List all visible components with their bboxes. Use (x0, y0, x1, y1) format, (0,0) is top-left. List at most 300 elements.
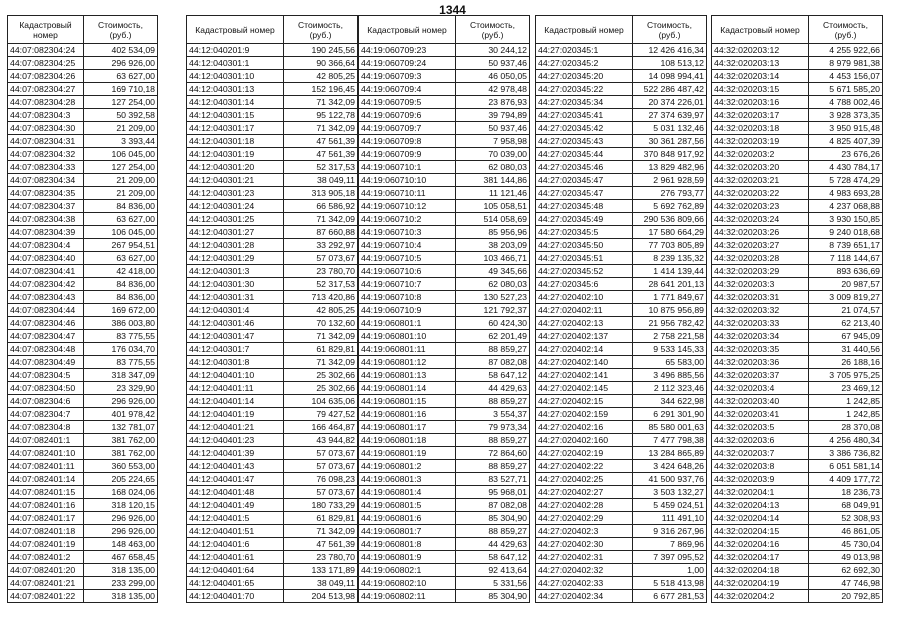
cadastral-number-cell: 44:27:020345:2 (536, 57, 633, 70)
cadastral-number-cell: 44:27:020402:22 (536, 460, 633, 473)
cost-cell: 6 291 301,90 (633, 408, 707, 421)
cost-cell: 20 792,85 (809, 590, 883, 603)
cost-cell: 4 983 693,28 (809, 187, 883, 200)
cadastral-number-cell: 44:12:040401:11 (187, 382, 284, 395)
cadastral-number-cell: 44:32:020203:20 (712, 161, 809, 174)
cost-cell: 45 730,04 (809, 538, 883, 551)
cost-cell: 169 672,00 (84, 304, 158, 317)
table-row (712, 512, 883, 525)
header-cadastral-number: Кадастровый номер (8, 16, 84, 44)
table-row (187, 538, 358, 551)
cost-cell: 176 034,70 (84, 343, 158, 356)
cost-cell: 71 342,09 (284, 122, 358, 135)
cost-cell: 71 342,09 (284, 525, 358, 538)
cost-cell: 514 058,69 (456, 213, 530, 226)
cadastral-number-cell: 44:32:020203:14 (712, 70, 809, 83)
cost-cell: 3 386 736,82 (809, 447, 883, 460)
cadastral-number-cell: 44:27:020402:19 (536, 447, 633, 460)
cost-cell: 88 859,27 (456, 343, 530, 356)
cadastral-number-cell: 44:32:020203:22 (712, 187, 809, 200)
cadastral-number-cell: 44:32:020203:3 (712, 278, 809, 291)
cost-cell: 3 705 975,25 (809, 369, 883, 382)
cost-cell: 46 861,05 (809, 525, 883, 538)
cadastral-number-cell: 44:32:020203:4 (712, 382, 809, 395)
cost-cell: 290 536 809,66 (633, 213, 707, 226)
cost-cell: 276 793,77 (633, 187, 707, 200)
cost-cell: 17 580 664,29 (633, 226, 707, 239)
cadastral-number-cell: 44:12:040301:24 (187, 200, 284, 213)
table-row (8, 96, 158, 109)
cost-cell: 47 561,39 (284, 135, 358, 148)
table-row (712, 447, 883, 460)
cadastral-number-cell: 44:07:082401:10 (8, 447, 84, 460)
cadastral-number-cell: 44:07:082401:17 (8, 512, 84, 525)
cadastral-number-cell: 44:12:040401:61 (187, 551, 284, 564)
table-row (712, 109, 883, 122)
table-row (712, 577, 883, 590)
cost-cell: 130 527,23 (456, 291, 530, 304)
cost-cell: 62 201,49 (456, 330, 530, 343)
cost-cell: 5 331,56 (456, 577, 530, 590)
table-row (187, 356, 358, 369)
cost-cell: 318 135,00 (84, 590, 158, 603)
cadastral-number-cell: 44:19:060801:18 (359, 434, 456, 447)
cost-cell: 3 928 373,35 (809, 109, 883, 122)
table-row (8, 239, 158, 252)
cadastral-number-cell: 44:07:082304:31 (8, 135, 84, 148)
cadastral-number-cell: 44:32:020203:21 (712, 174, 809, 187)
table-row (8, 356, 158, 369)
cadastral-number-cell: 44:07:082401:20 (8, 564, 84, 577)
cadastral-number-cell: 44:07:082401:16 (8, 499, 84, 512)
table-row (712, 213, 883, 226)
table-row (536, 265, 707, 278)
table-row (8, 213, 158, 226)
cadastral-number-cell: 44:19:060710:2 (359, 213, 456, 226)
table-row (536, 83, 707, 96)
cadastral-number-cell: 44:27:020402:25 (536, 473, 633, 486)
cadastral-number-cell: 44:27:020345:41 (536, 109, 633, 122)
cost-cell: 63 627,00 (84, 252, 158, 265)
table-row (536, 109, 707, 122)
cadastral-number-cell: 44:07:082304:25 (8, 57, 84, 70)
cost-cell: 318 135,00 (84, 564, 158, 577)
cadastral-number-cell: 44:27:020345:1 (536, 44, 633, 57)
table-row (8, 421, 158, 434)
cadastral-number-cell: 44:19:060801:8 (359, 538, 456, 551)
cadastral-number-cell: 44:19:060709:4 (359, 83, 456, 96)
cost-cell: 103 466,71 (456, 252, 530, 265)
cadastral-number-cell: 44:12:040301:23 (187, 187, 284, 200)
cost-cell: 169 710,18 (84, 83, 158, 96)
cost-cell: 401 978,42 (84, 408, 158, 421)
cadastral-number-cell: 44:07:082304:6 (8, 395, 84, 408)
table-row (187, 57, 358, 70)
cost-cell: 344 622,98 (633, 395, 707, 408)
cadastral-number-cell: 44:19:060709:8 (359, 135, 456, 148)
table-row (359, 434, 530, 447)
table-row (712, 278, 883, 291)
cadastral-number-cell: 44:27:020345:6 (536, 278, 633, 291)
cost-cell: 168 024,06 (84, 486, 158, 499)
cost-cell: 106 045,00 (84, 148, 158, 161)
cost-cell: 5 728 474,29 (809, 174, 883, 187)
cadastral-number-cell: 44:19:060710:11 (359, 187, 456, 200)
table-row (359, 174, 530, 187)
cadastral-number-cell: 44:32:020203:15 (712, 83, 809, 96)
cost-cell: 106 045,00 (84, 226, 158, 239)
cost-cell: 21 074,57 (809, 304, 883, 317)
table-row (359, 317, 530, 330)
table-row (187, 148, 358, 161)
table-row (187, 70, 358, 83)
cost-cell: 66 586,92 (284, 200, 358, 213)
table-row (712, 122, 883, 135)
table-row (536, 317, 707, 330)
cost-cell: 3 503 132,27 (633, 486, 707, 499)
table-row (359, 135, 530, 148)
cadastral-number-cell: 44:32:020203:32 (712, 304, 809, 317)
table-row (187, 343, 358, 356)
table-row (536, 148, 707, 161)
cost-cell: 28 370,08 (809, 421, 883, 434)
table-row (187, 109, 358, 122)
cost-cell: 4 255 922,66 (809, 44, 883, 57)
cadastral-number-cell: 44:19:060709:23 (359, 44, 456, 57)
cost-cell: 85 304,90 (456, 512, 530, 525)
cost-cell: 57 073,67 (284, 486, 358, 499)
cost-cell: 5 031 132,46 (633, 122, 707, 135)
header-cost: Стоимость, (руб.) (284, 16, 358, 44)
cost-cell: 50 937,46 (456, 122, 530, 135)
cost-cell: 18 236,73 (809, 486, 883, 499)
cadastral-number-cell: 44:12:040301:3 (187, 265, 284, 278)
table-row (712, 44, 883, 57)
cost-cell: 11 121,46 (456, 187, 530, 200)
cost-cell: 127 254,00 (84, 96, 158, 109)
cost-cell: 23 469,12 (809, 382, 883, 395)
table-row (712, 83, 883, 96)
cadastral-number-cell: 44:19:060801:5 (359, 499, 456, 512)
table-row (8, 278, 158, 291)
cadastral-number-cell: 44:07:082304:35 (8, 187, 84, 200)
cadastral-number-cell: 44:07:082401:14 (8, 473, 84, 486)
cadastral-number-cell: 44:32:020203:33 (712, 317, 809, 330)
cadastral-number-cell: 44:12:040401:51 (187, 525, 284, 538)
cadastral-number-cell: 44:12:040301:7 (187, 343, 284, 356)
table-row (712, 343, 883, 356)
cadastral-number-cell: 44:07:082401:15 (8, 486, 84, 499)
table-row (359, 213, 530, 226)
table-row (712, 330, 883, 343)
cost-cell: 52 308,93 (809, 512, 883, 525)
cost-cell: 25 302,66 (284, 369, 358, 382)
cadastral-number-cell: 44:27:020402:141 (536, 369, 633, 382)
cadastral-number-cell: 44:27:020345:20 (536, 70, 633, 83)
table-row (359, 226, 530, 239)
cadastral-number-cell: 44:32:020203:16 (712, 96, 809, 109)
cost-cell: 71 342,09 (284, 356, 358, 369)
page-number: 1344 (439, 3, 466, 17)
table-row (536, 239, 707, 252)
cost-cell: 52 317,53 (284, 161, 358, 174)
cadastral-number-cell: 44:27:020345:42 (536, 122, 633, 135)
table-row (187, 135, 358, 148)
cost-cell: 38 203,09 (456, 239, 530, 252)
cost-cell: 79 427,52 (284, 408, 358, 421)
cost-cell: 1 414 139,44 (633, 265, 707, 278)
table-row (359, 44, 530, 57)
cost-cell: 104 635,06 (284, 395, 358, 408)
cost-cell: 71 342,09 (284, 96, 358, 109)
table-row (359, 473, 530, 486)
cadastral-number-cell: 44:12:040301:15 (187, 109, 284, 122)
table-row (359, 369, 530, 382)
cadastral-number-cell: 44:12:040301:19 (187, 148, 284, 161)
header-cost: Стоимость, (руб.) (633, 16, 707, 44)
cadastral-number-cell: 44:12:040401:49 (187, 499, 284, 512)
table-row (8, 291, 158, 304)
cost-cell: 57 073,67 (284, 447, 358, 460)
cadastral-number-cell: 44:32:020203:18 (712, 122, 809, 135)
cadastral-number-cell: 44:27:020345:46 (536, 161, 633, 174)
cost-cell: 8 979 981,38 (809, 57, 883, 70)
cost-cell: 70 132,60 (284, 317, 358, 330)
cadastral-number-cell: 44:12:040301:31 (187, 291, 284, 304)
table-row (359, 538, 530, 551)
table-row (187, 564, 358, 577)
cadastral-number-cell: 44:19:060710:6 (359, 265, 456, 278)
cadastral-number-cell: 44:19:060710:4 (359, 239, 456, 252)
cadastral-number-cell: 44:07:082304:4 (8, 239, 84, 252)
cost-cell: 108 513,12 (633, 57, 707, 70)
table-row (187, 408, 358, 421)
cost-cell: 893 636,69 (809, 265, 883, 278)
cost-cell: 133 171,89 (284, 564, 358, 577)
cadastral-number-cell: 44:27:020345:52 (536, 265, 633, 278)
cadastral-number-cell: 44:27:020402:29 (536, 512, 633, 525)
table-row (536, 135, 707, 148)
table-row (712, 317, 883, 330)
table-row (8, 538, 158, 551)
cost-cell: 105 058,51 (456, 200, 530, 213)
table-row (187, 96, 358, 109)
cost-cell: 4 256 480,34 (809, 434, 883, 447)
cost-cell: 84 836,00 (84, 200, 158, 213)
table-row (359, 265, 530, 278)
table-row (187, 213, 358, 226)
cost-cell: 5 459 024,51 (633, 499, 707, 512)
cadastral-number-cell: 44:12:040301:46 (187, 317, 284, 330)
cadastral-number-cell: 44:12:040401:6 (187, 538, 284, 551)
table-row (712, 499, 883, 512)
cadastral-number-cell: 44:32:020204:2 (712, 590, 809, 603)
cost-cell: 467 658,45 (84, 551, 158, 564)
table-row (8, 83, 158, 96)
cost-cell: 23 676,26 (809, 148, 883, 161)
cadastral-number-cell: 44:07:082304:28 (8, 96, 84, 109)
table-row (536, 174, 707, 187)
cost-cell: 21 209,00 (84, 122, 158, 135)
cadastral-number-cell: 44:27:020402:32 (536, 564, 633, 577)
cost-cell: 1 771 849,67 (633, 291, 707, 304)
table-row (712, 226, 883, 239)
cost-cell: 42 805,25 (284, 70, 358, 83)
table-row (536, 291, 707, 304)
cost-cell: 61 829,81 (284, 512, 358, 525)
table-row (187, 395, 358, 408)
cost-cell: 42 418,00 (84, 265, 158, 278)
cost-cell: 62 213,40 (809, 317, 883, 330)
table-row (536, 70, 707, 83)
cadastral-number-cell: 44:27:020345:43 (536, 135, 633, 148)
cadastral-number-cell: 44:07:082304:46 (8, 317, 84, 330)
table-row (712, 369, 883, 382)
table-row (536, 538, 707, 551)
cost-cell: 4 788 002,46 (809, 96, 883, 109)
table-row (536, 447, 707, 460)
cadastral-number-cell: 44:07:082304:34 (8, 174, 84, 187)
cadastral-number-cell: 44:27:020345:47 (536, 187, 633, 200)
cost-cell: 3 930 150,85 (809, 213, 883, 226)
cadastral-number-cell: 44:12:040401:48 (187, 486, 284, 499)
table-row (187, 187, 358, 200)
cost-cell: 27 374 639,97 (633, 109, 707, 122)
cost-cell: 233 299,00 (84, 577, 158, 590)
table-row (536, 96, 707, 109)
cadastral-number-cell: 44:19:060801:2 (359, 460, 456, 473)
cost-cell: 30 244,12 (456, 44, 530, 57)
table-row (536, 187, 707, 200)
cadastral-number-cell: 44:19:060709:24 (359, 57, 456, 70)
cost-cell: 77 703 805,89 (633, 239, 707, 252)
table-row (536, 252, 707, 265)
cost-cell: 6 051 581,14 (809, 460, 883, 473)
cadastral-number-cell: 44:19:060801:11 (359, 343, 456, 356)
cost-cell: 204 513,98 (284, 590, 358, 603)
cost-cell: 7 118 144,67 (809, 252, 883, 265)
table-row (359, 590, 530, 603)
table-row (187, 590, 358, 603)
cost-cell: 21 209,00 (84, 174, 158, 187)
cadastral-number-cell: 44:12:040301:20 (187, 161, 284, 174)
cadastral-number-cell: 44:12:040401:10 (187, 369, 284, 382)
cost-cell: 121 792,37 (456, 304, 530, 317)
table-row (8, 564, 158, 577)
cadastral-number-cell: 44:19:060801:16 (359, 408, 456, 421)
table-row (187, 434, 358, 447)
cost-cell: 47 746,98 (809, 577, 883, 590)
cadastral-number-cell: 44:19:060801:12 (359, 356, 456, 369)
cadastral-number-cell: 44:12:040301:27 (187, 226, 284, 239)
cost-cell: 23 876,93 (456, 96, 530, 109)
table-row (359, 330, 530, 343)
cadastral-number-cell: 44:12:040301:14 (187, 96, 284, 109)
table-row (187, 161, 358, 174)
table-row (187, 382, 358, 395)
cost-cell: 58 647,12 (456, 369, 530, 382)
table-row (712, 434, 883, 447)
table-row (8, 447, 158, 460)
cadastral-number-cell: 44:19:060801:6 (359, 512, 456, 525)
table-row (712, 135, 883, 148)
cost-cell: 3 009 819,27 (809, 291, 883, 304)
cadastral-number-cell: 44:07:082401:1 (8, 434, 84, 447)
cadastral-number-cell: 44:32:020204:14 (712, 512, 809, 525)
cadastral-number-cell: 44:07:082304:37 (8, 200, 84, 213)
cost-cell: 267 954,51 (84, 239, 158, 252)
table-row (536, 486, 707, 499)
cost-cell: 68 049,91 (809, 499, 883, 512)
table-row (536, 213, 707, 226)
cadastral-number-cell: 44:12:040401:23 (187, 434, 284, 447)
cadastral-number-cell: 44:12:040401:64 (187, 564, 284, 577)
cost-cell: 8 739 651,17 (809, 239, 883, 252)
cost-cell: 85 956,96 (456, 226, 530, 239)
table-row (712, 408, 883, 421)
table-row (359, 564, 530, 577)
cadastral-number-cell: 44:27:020402:3 (536, 525, 633, 538)
cost-cell: 381 762,00 (84, 447, 158, 460)
table-row (712, 70, 883, 83)
cost-cell: 57 073,67 (284, 460, 358, 473)
cadastral-number-cell: 44:19:060709:9 (359, 148, 456, 161)
cost-cell: 7 477 798,38 (633, 434, 707, 447)
table-row (8, 57, 158, 70)
table-row (8, 395, 158, 408)
cadastral-number-cell: 44:07:082304:40 (8, 252, 84, 265)
cadastral-number-cell: 44:12:040301:8 (187, 356, 284, 369)
table-row (359, 512, 530, 525)
cost-cell: 60 424,30 (456, 317, 530, 330)
cost-cell: 3 424 648,26 (633, 460, 707, 473)
table-row (712, 291, 883, 304)
cost-cell: 43 944,82 (284, 434, 358, 447)
cadastral-number-cell: 44:07:082304:39 (8, 226, 84, 239)
table-row (712, 382, 883, 395)
table-row (8, 265, 158, 278)
cost-cell: 6 677 281,53 (633, 590, 707, 603)
cadastral-number-cell: 44:27:020345:50 (536, 239, 633, 252)
cadastral-number-cell: 44:32:020203:2 (712, 148, 809, 161)
table-row (359, 83, 530, 96)
cost-cell: 63 627,00 (84, 213, 158, 226)
cost-cell: 88 859,27 (456, 525, 530, 538)
cost-cell: 65 583,00 (633, 356, 707, 369)
cost-cell: 318 120,15 (84, 499, 158, 512)
cadastral-number-cell: 44:27:020402:159 (536, 408, 633, 421)
cadastral-number-cell: 44:27:020402:33 (536, 577, 633, 590)
cost-cell: 58 647,12 (456, 551, 530, 564)
cadastral-number-cell: 44:07:082304:8 (8, 421, 84, 434)
table-row (712, 265, 883, 278)
table-row (712, 304, 883, 317)
cadastral-number-cell: 44:12:040401:43 (187, 460, 284, 473)
cadastral-number-cell: 44:19:060710:12 (359, 200, 456, 213)
cadastral-number-cell: 44:07:082304:47 (8, 330, 84, 343)
table-row (8, 512, 158, 525)
cost-cell: 5 692 762,89 (633, 200, 707, 213)
table-row (8, 408, 158, 421)
table-row (359, 304, 530, 317)
table-row (359, 447, 530, 460)
table-row (187, 239, 358, 252)
cost-cell: 3 496 885,56 (633, 369, 707, 382)
cost-cell: 132 781,07 (84, 421, 158, 434)
cadastral-number-cell: 44:12:040301:47 (187, 330, 284, 343)
table-row (8, 382, 158, 395)
cadastral-number-cell: 44:32:020203:36 (712, 356, 809, 369)
